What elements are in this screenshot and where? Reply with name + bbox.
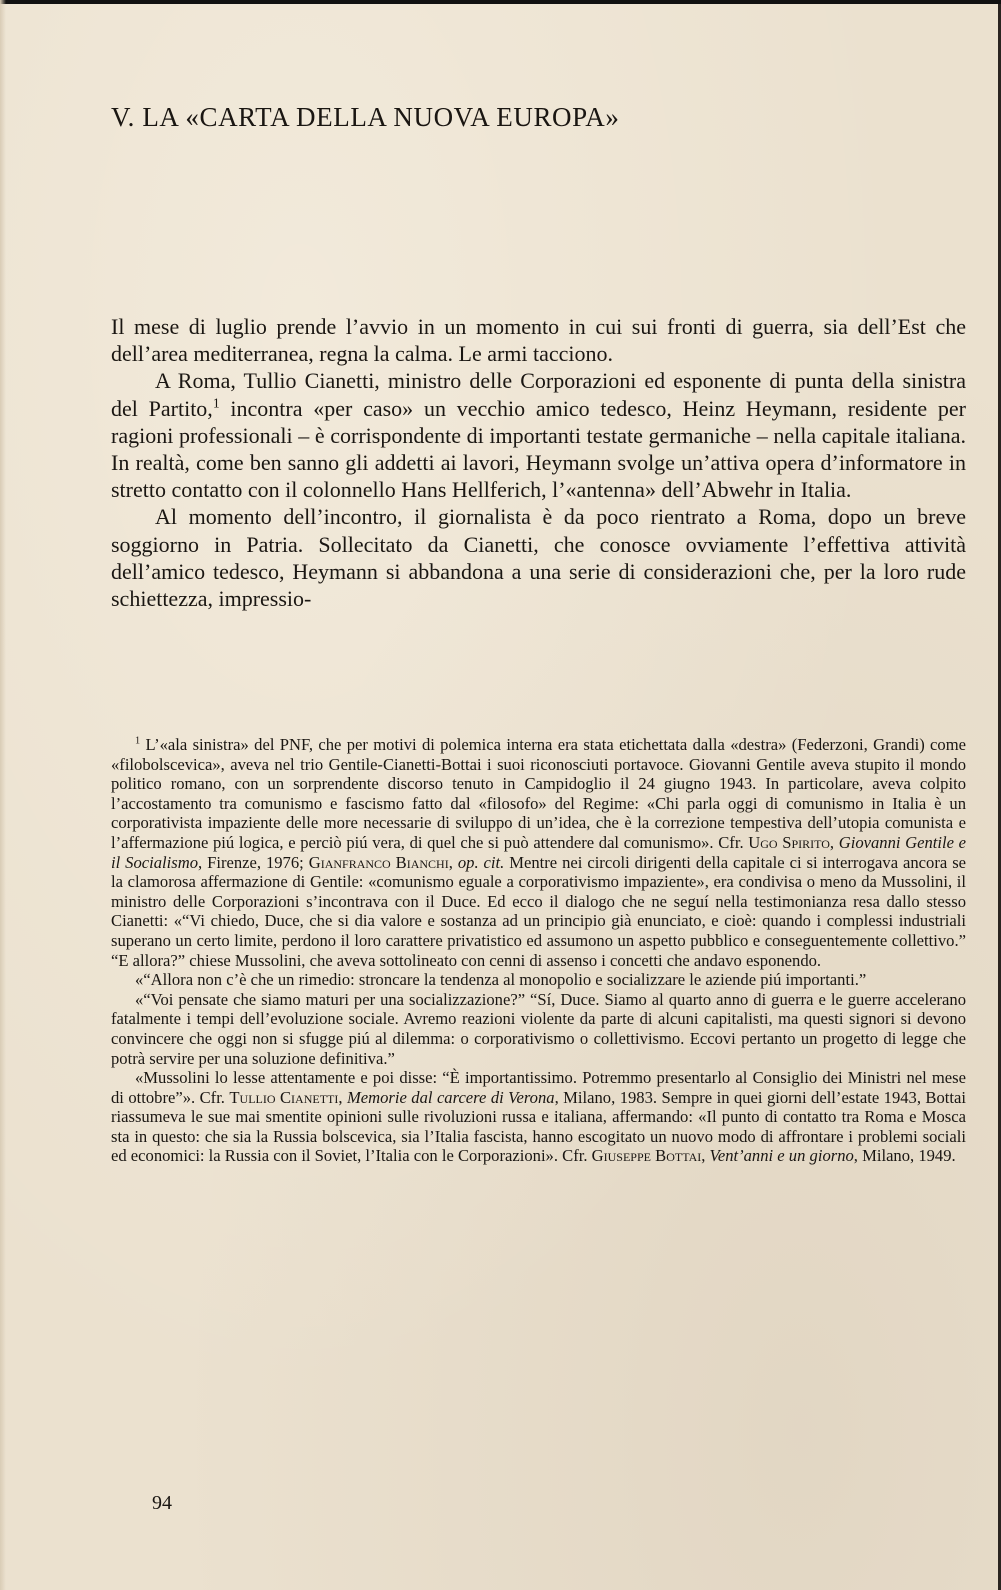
footnote-1	[111, 735, 966, 970]
citation-author-spirito: Ugo Spirito	[748, 832, 830, 852]
footnote-1-p4-text-b: , Milano, 1983. Sempre in quei giorni dell’estate 1943, Bottai riassumeva le sue mai smentite opinioni sulle rivoluzioni russa e italiana, affermando: «Il punto di contatto tra Roma e Mosca sta in questo: che sia la Russia bolscevica, sia l’Italia fascista, hanno escogitato un nuovo modo di affrontare i problemi sociali ed economici: la Russia con il Soviet, l’Italia con le Corporazioni». Cfr.	[111, 1087, 966, 1166]
page-edge	[0, 0, 6, 1590]
citation-op-cit: op. cit.	[457, 852, 505, 872]
citation-author-bianchi: Gianfranco Bianchi	[308, 852, 449, 872]
citation-sep: ,	[701, 1146, 710, 1166]
footnote-1-paragraph-2: «“Allora non c’è che un rimedio: stroncare la tendenza al monopolio e socializzare le aziende piú importanti.”	[135, 970, 867, 990]
citation-sep: ,	[338, 1087, 347, 1107]
paragraph-2	[111, 367, 966, 503]
chapter-title: V. LA «CARTA DELLA NUOVA EUROPA»	[111, 102, 620, 132]
paragraph-2-start: A Roma, Tullio Cianetti, ministro delle Corporazioni ed esponente di punta della sinistra del Partito,	[111, 368, 966, 421]
footnote-1-p4-text-a: «Mussolini lo lesse attentamente e poi disse: “È importantissimo. Potremmo presentarlo al Consiglio dei Ministri nel mese di ottobre”». Cfr.	[111, 1068, 966, 1107]
citation-sep: ,	[829, 832, 839, 852]
main-text	[111, 313, 966, 612]
footnote-marker-1: 1	[135, 735, 141, 747]
footnotes	[111, 735, 966, 1166]
citation-author-cianetti: Tullio Cianetti	[229, 1087, 339, 1107]
paragraph-2-rest: incontra «per caso» un vecchio amico tedesco, Heinz Heymann, residente per ragioni professionali – è corrispondente di importanti testate germaniche – nella capitale italiana. In realtà, come ben sanno gli addetti ai lavori, Heymann svolge un’attiva opera d’informatore in stretto contatto con il colonnello Hans Hellferich, l’«antenna» dell’Abwehr in Italia.	[111, 395, 966, 503]
page-number: 94	[152, 1492, 172, 1514]
footnote-ref-1[interactable]: 1	[212, 395, 220, 411]
footnote-1-paragraph-4	[111, 1068, 966, 1166]
citation-sep: ,	[448, 852, 458, 872]
footnote-1-text-a: L’«ala sinistra» del PNF, che per motivi di polemica interna era stata etichettata dalla «destra» (Federzoni, Grandi) come «filobolscevica», aveva nel trio Gentile-Cianetti-Bottai i suoi riconosciuti portavoce. Giovanni Gentile aveva stupito il mondo politico romano, con un sorprendente discorso tenuto in Campidoglio il 24 giugno 1943. In particolare, aveva colpito l’accostamento tra comunismo e fascismo fatto dal «filosofo» del Regime: «Chi parla oggi di comunismo in Italia è un corporativista impaziente delle more necessarie di sviluppo di un’idea, che è la correzione tempestiva dell’utopia comunista e l’affermazione piú logica, e perciò piú vera, di quel che si può attendere dal comunismo». Cfr.	[111, 735, 966, 852]
citation-work-gentile: Giovanni Gentile e il Socialismo	[111, 832, 966, 872]
citation-author-bottai: Giuseppe Bottai	[591, 1146, 702, 1166]
citation-work-ventanni: Vent’anni e un giorno	[709, 1146, 854, 1166]
paragraph-1: Il mese di luglio prende l’avvio in un momento in cui sui fronti di guerra, sia dell’Est che dell’area mediterranea, regna la calma. Le armi tacciono.	[111, 314, 966, 367]
citation-work-memorie: Memorie dal carcere di Verona	[346, 1087, 555, 1107]
footnote-1-text-b: , Firenze, 1976;	[198, 852, 309, 872]
footnote-1-paragraph-3: «“Voi pensate che siamo maturi per una socializzazione?” “Sí, Duce. Siamo al quarto anno di guerra e le guerre accelerano fatalmente i tempi dell’evoluzione sociale. Avremo reazioni violente da parte di alcuni capitalisti, ma questi signori si devono convincere che oggi non si sfugge piú al dilemma: o corporativismo o collettivismo. Eccovi pertanto un progetto di legge che potrà servire per una soluzione definitiva.”	[111, 989, 966, 1068]
paragraph-3: Al momento dell’incontro, il giornalista è da poco rientrato a Roma, dopo un breve soggiorno in Patria. Sollecitato da Cianetti, che conosce ovviamente l’effettiva attività dell’amico tedesco, Heymann si abbandona a una serie di considerazioni che, per la loro rude schiettezza, impressio-	[111, 504, 966, 612]
footnote-1-p4-text-c: , Milano, 1949.	[853, 1146, 956, 1166]
footnote-1-text-c: Mentre nei circoli dirigenti della capitale ci si interrogava ancora se la clamorosa affermazione di Gentile: «comunismo eguale a corporativismo impaziente», era condivisa o meno da Mussolini, il ministro delle Corporazioni s’incontrava con il Duce. Ed ecco il dialogo che ne seguí nella testimonianza resa dallo stesso Cianetti: «“Vi chiedo, Duce, che si dia valore e sostanza ad un principio già enunciato, e cioè: quando i complessi industriali superano un certo limite, perdono il loro carattere privatistico ed assumono un aspetto pubblico e conseguentemente collettivo.” “E allora?” chiese Mussolini, che aveva sottolineato con cenni di assenso i concetti che andavo esponendo.	[111, 852, 967, 970]
